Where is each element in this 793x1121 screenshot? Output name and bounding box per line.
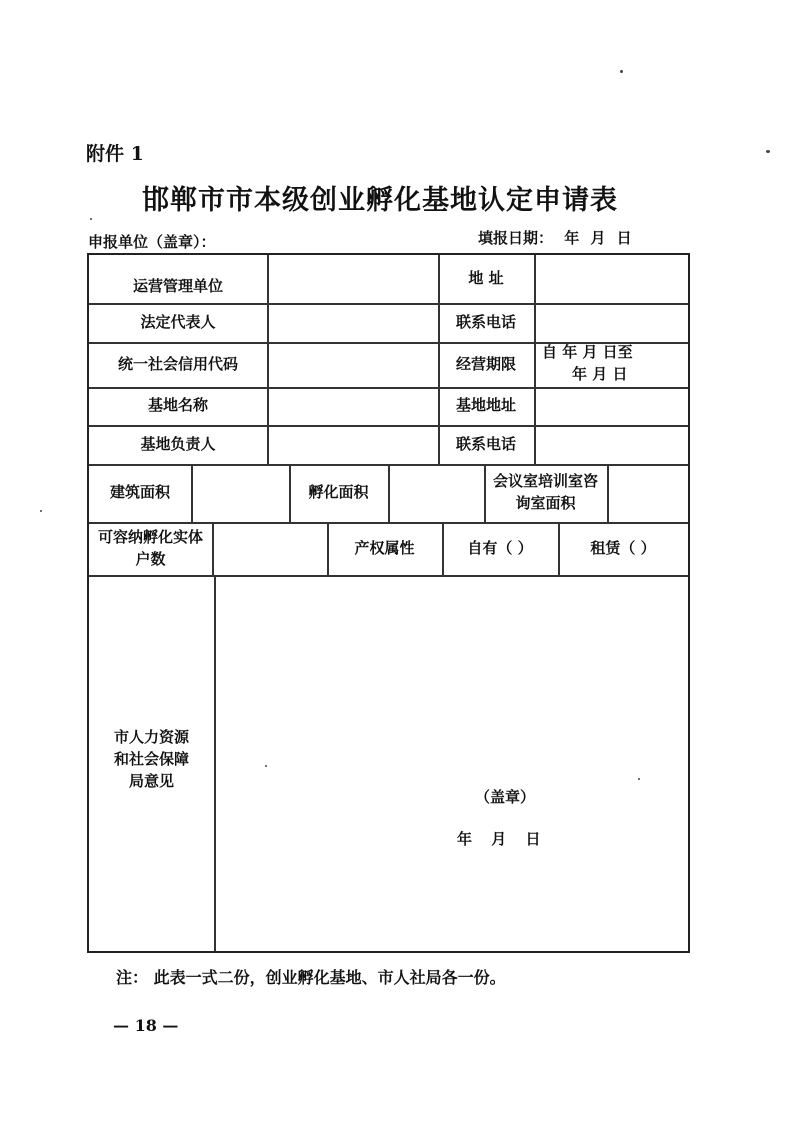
scan-speck: [40, 510, 42, 512]
applicant-label: 申报单位（盖章）：: [88, 233, 216, 251]
row-divider: [89, 575, 688, 577]
phone-label-2: 联系电话: [455, 434, 516, 453]
footnote: 注： 此表一式二份，创业孵化基地、市人社局各一份。: [116, 968, 506, 987]
capacity-label: 可容纳孵化实体户数: [97, 527, 203, 568]
base-address-label: 基地地址: [455, 396, 516, 415]
building-area-label: 建筑面积: [109, 483, 170, 502]
address-label: 地 址: [468, 269, 504, 288]
incubation-area-label: 孵化面积: [308, 483, 369, 502]
term-label: 经营期限: [455, 354, 516, 373]
fill-date-label: 填报日期： 年 月 日: [478, 229, 632, 247]
operator-label: 运营管理单位: [132, 277, 223, 296]
scan-speck: [620, 70, 623, 73]
phone-label-1: 联系电话: [455, 312, 516, 331]
column-divider: [388, 464, 390, 522]
column-divider: [212, 522, 214, 575]
scan-speck: [90, 218, 92, 220]
opinion-label: 市人力资源和社会保障局意见: [113, 728, 189, 790]
base-name-label: 基地名称: [147, 396, 208, 415]
column-divider: [267, 255, 269, 464]
column-divider: [214, 575, 216, 951]
meeting-room-label: 会议室培训室咨询室面积: [492, 472, 598, 512]
leased-option: 租赁（ ）: [590, 538, 656, 557]
column-divider: [191, 464, 193, 522]
legal-rep-label: 法定代表人: [140, 312, 216, 331]
signature-date: 年 月 日: [457, 830, 541, 848]
page-number: — 18 —: [113, 1016, 179, 1035]
form-title: 邯郸市市本级创业孵化基地认定申请表: [142, 185, 618, 216]
term-value-line1: 自 年 月 日至: [542, 343, 633, 362]
property-label: 产权属性: [354, 538, 415, 557]
application-form-table: [87, 253, 690, 953]
scan-speck: [766, 150, 770, 153]
credit-code-label: 统一社会信用代码: [117, 354, 238, 373]
scan-speck: [265, 765, 267, 767]
seal-label: （盖章）: [475, 788, 536, 806]
base-manager-label: 基地负责人: [140, 434, 216, 453]
column-divider: [607, 464, 609, 522]
scan-speck: [638, 778, 640, 780]
term-value-line2: 年 月 日: [572, 365, 628, 384]
owned-option: 自有（ ）: [467, 538, 533, 557]
attachment-label: 附件 1: [86, 143, 144, 165]
